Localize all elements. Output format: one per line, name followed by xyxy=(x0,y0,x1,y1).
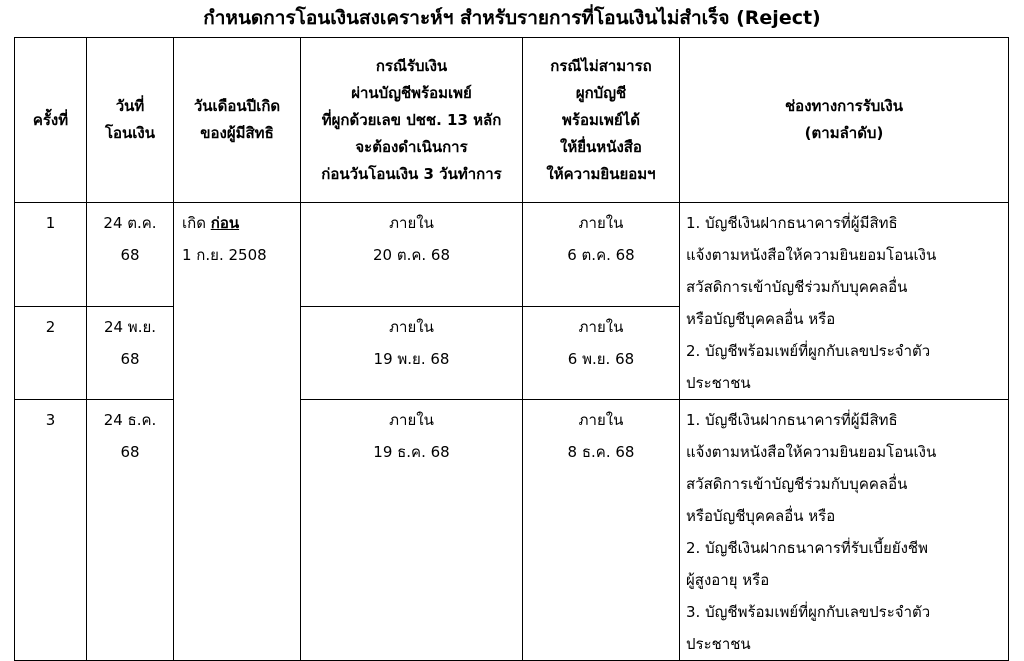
round-cell: 1 xyxy=(15,203,87,307)
channel-cell-rows-1-2: 1. บัญชีเงินฝากธนาคารที่ผู้มีสิทธิ แจ้งตามหนังสือให้ความยินยอมโอนเงิน สวัสดิการเข้าบัญชีร่วมกับบุคคลอื่น หรือบัญชีบุคคลอื่น หรือ 2. บัญชีพร้อมเพย์ที่ผูกกับเลขประจำตัว ประชาชน xyxy=(680,203,1009,400)
transfer-date-cell: 24 ต.ค. 68 xyxy=(87,203,174,307)
birth-condition: เกิด ก่อน xyxy=(182,214,240,232)
document-title: กำหนดการโอนเงินสงเคราะห์ฯ สำหรับรายการที่โอนเงินไม่สำเร็จ (Reject) xyxy=(203,7,821,29)
promptpay-deadline-cell: ภายใน 19 ธ.ค. 68 xyxy=(301,400,523,661)
header-channel: ช่องทางการรับเงิน (ตามลำดับ) xyxy=(680,38,1009,203)
channel-cell-row-3: 1. บัญชีเงินฝากธนาคารที่ผู้มีสิทธิ แจ้งตามหนังสือให้ความยินยอมโอนเงิน สวัสดิการเข้าบัญชีร่วมกับบุคคลอื่น หรือบัญชีบุคคลอื่น หรือ 2. บัญชีเงินฝากธนาคารที่รับเบี้ยยังชีพ ผู้สูงอายุ หรือ 3. บัญชีพร้อมเพย์ที่ผูกกับเลขประจำตัว ประชาชน xyxy=(680,400,1009,661)
promptpay-deadline-cell: ภายใน 19 พ.ย. 68 xyxy=(301,307,523,400)
header-promptpay-case: กรณีรับเงิน ผ่านบัญชีพร้อมเพย์ ที่ผูกด้วยเลข ปชช. 13 หลัก จะต้องดำเนินการ ก่อนวันโอนเงิน 3 วันทำการ xyxy=(301,38,523,203)
transfer-date-cell: 24 พ.ย. 68 xyxy=(87,307,174,400)
cannot-link-deadline-cell: ภายใน 6 พ.ย. 68 xyxy=(523,307,680,400)
promptpay-deadline-cell: ภายใน 20 ต.ค. 68 xyxy=(301,203,523,307)
header-row xyxy=(15,38,1009,203)
transfer-schedule-table xyxy=(14,37,1009,661)
birth-date-cell: เกิด ก่อน 1 ก.ย. 2508 xyxy=(174,203,301,661)
cannot-link-deadline-cell: ภายใน 6 ต.ค. 68 xyxy=(523,203,680,307)
transfer-date-cell: 24 ธ.ค. 68 xyxy=(87,400,174,661)
header-transfer-date: วันที่ โอนเงิน xyxy=(87,38,174,203)
cannot-link-deadline-cell: ภายใน 8 ธ.ค. 68 xyxy=(523,400,680,661)
round-cell: 2 xyxy=(15,307,87,400)
header-round: ครั้งที่ xyxy=(15,38,87,203)
header-birth-date: วันเดือนปีเกิด ของผู้มีสิทธิ xyxy=(174,38,301,203)
table-row xyxy=(15,400,1009,661)
round-cell: 3 xyxy=(15,400,87,661)
header-cannot-link-case: กรณีไม่สามารถ ผูกบัญชี พร้อมเพย์ได้ ให้ยื่นหนังสือ ให้ความยินยอมฯ xyxy=(523,38,680,203)
table-row xyxy=(15,203,1009,307)
